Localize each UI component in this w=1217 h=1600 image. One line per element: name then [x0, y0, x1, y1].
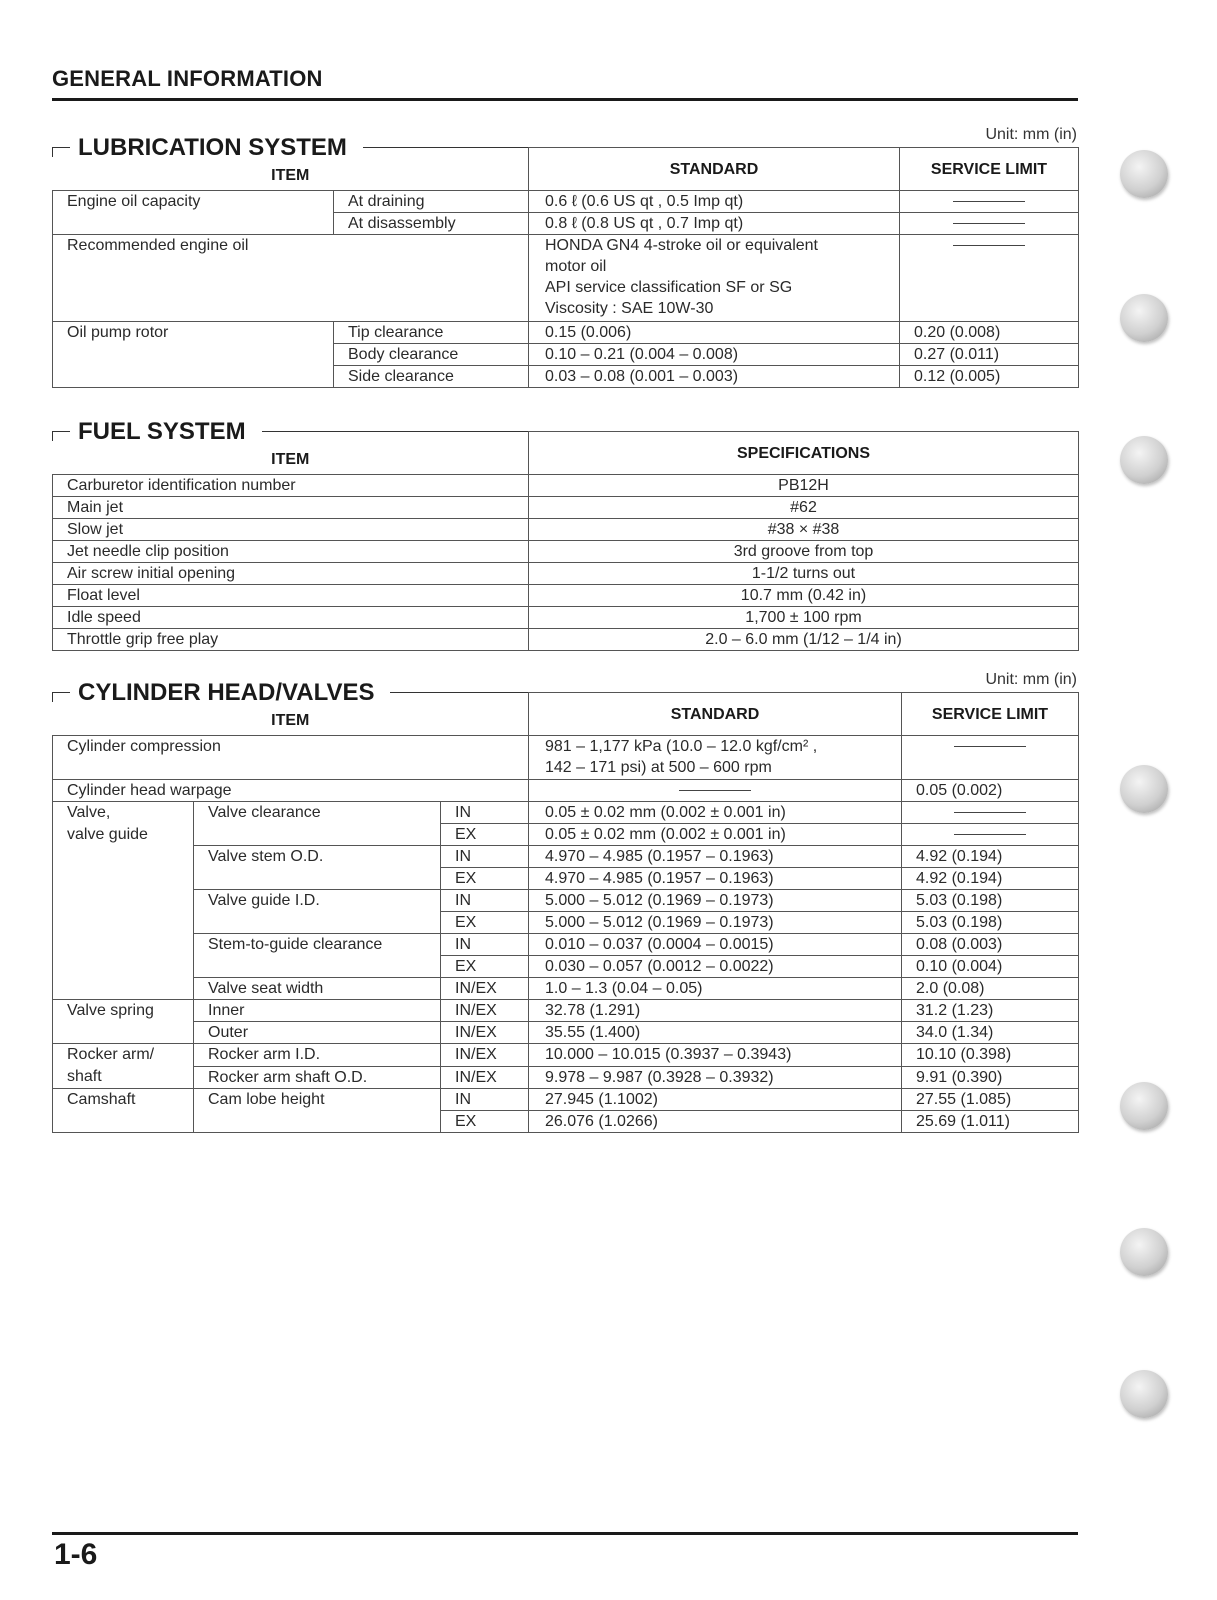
side: IN — [441, 890, 529, 912]
item-label: Carburetor identification number — [53, 475, 529, 497]
table-row — [53, 629, 1079, 651]
standard-value: 1.0 – 1.3 (0.04 – 0.05) — [529, 978, 902, 1000]
table-row — [53, 607, 1079, 629]
spec-value: 3rd groove from top — [529, 541, 1079, 563]
section-title-lubrication: LUBRICATION SYSTEM — [70, 135, 363, 161]
spec-value: 1-1/2 turns out — [529, 563, 1079, 585]
table-row — [53, 1089, 1079, 1111]
binder-hole — [1120, 765, 1168, 813]
col-header-service-limit: SERVICE LIMIT — [902, 693, 1079, 736]
item-label: Slow jet — [53, 519, 529, 541]
side: IN — [441, 934, 529, 956]
item-label: Camshaft — [53, 1089, 194, 1133]
binder-hole — [1120, 294, 1168, 342]
table-row — [53, 497, 1079, 519]
service-limit-value: 5.03 (0.198) — [902, 912, 1079, 934]
spec-value: 10.7 mm (0.42 in) — [529, 585, 1079, 607]
side: EX — [441, 824, 529, 846]
col-header-service-limit: SERVICE LIMIT — [900, 148, 1079, 191]
item-label — [53, 802, 194, 1000]
spec-value: 2.0 – 6.0 mm (1/12 – 1/4 in) — [529, 629, 1079, 651]
sub-item: At disassembly — [334, 213, 529, 235]
standard-value: 0.10 – 0.21 (0.004 – 0.008) — [529, 344, 900, 366]
compression-line: 142 – 171 psi) at 500 – 600 rpm — [545, 759, 772, 776]
table-row — [53, 934, 1079, 956]
sub-item: Cam lobe height — [194, 1089, 441, 1133]
spec-value: #38 × #38 — [529, 519, 1079, 541]
standard-value: 10.000 – 10.015 (0.3937 – 0.3943) — [529, 1044, 902, 1067]
item-label: Engine oil capacity — [53, 191, 334, 235]
standard-value: 27.945 (1.1002) — [529, 1089, 902, 1111]
standard-value: 9.978 – 9.987 (0.3928 – 0.3932) — [529, 1066, 902, 1089]
table-row — [53, 1022, 1079, 1044]
service-limit-none — [902, 824, 1079, 846]
sub-item: Side clearance — [334, 366, 529, 388]
item-label — [53, 1044, 194, 1089]
side: IN/EX — [441, 1044, 529, 1067]
binder-hole — [1120, 150, 1168, 198]
standard-value: 0.010 – 0.037 (0.0004 – 0.0015) — [529, 934, 902, 956]
table-row — [53, 1000, 1079, 1022]
spec-value: PB12H — [529, 475, 1079, 497]
footer-rule — [52, 1532, 1078, 1535]
service-limit-none — [902, 736, 1079, 780]
sub-item: Rocker arm I.D. — [194, 1044, 441, 1067]
sub-item: Outer — [194, 1022, 441, 1044]
spec-value: #62 — [529, 497, 1079, 519]
sub-item: Valve seat width — [194, 978, 441, 1000]
table-row — [53, 191, 1079, 213]
header-rule — [52, 98, 1078, 101]
service-limit-none — [900, 235, 1079, 322]
section-title-fuel: FUEL SYSTEM — [70, 419, 262, 445]
col-header-item: ITEM — [53, 693, 529, 736]
side: IN — [441, 846, 529, 868]
service-limit-none — [900, 213, 1079, 235]
table-row — [53, 585, 1079, 607]
standard-value: 0.05 ± 0.02 mm (0.002 ± 0.001 in) — [529, 802, 902, 824]
binder-hole — [1120, 1228, 1168, 1276]
col-header-standard: STANDARD — [529, 693, 902, 736]
service-limit-value: 0.10 (0.004) — [902, 956, 1079, 978]
rocker-line: shaft — [67, 1068, 102, 1085]
table-row — [53, 235, 1079, 322]
table-row — [53, 780, 1079, 802]
side: IN/EX — [441, 978, 529, 1000]
standard-value — [529, 736, 902, 780]
side: EX — [441, 912, 529, 934]
sub-item: Valve guide I.D. — [194, 890, 441, 934]
item-label: Throttle grip free play — [53, 629, 529, 651]
table-row — [53, 541, 1079, 563]
service-limit-value: 31.2 (1.23) — [902, 1000, 1079, 1022]
col-header-standard: STANDARD — [529, 148, 900, 191]
standard-value: 4.970 – 4.985 (0.1957 – 0.1963) — [529, 846, 902, 868]
side: EX — [441, 956, 529, 978]
col-header-item: ITEM — [53, 148, 529, 191]
table-row — [53, 563, 1079, 585]
standard-value: 0.03 – 0.08 (0.001 – 0.003) — [529, 366, 900, 388]
item-label: Idle speed — [53, 607, 529, 629]
sub-item: Rocker arm shaft O.D. — [194, 1066, 441, 1089]
side: IN/EX — [441, 1066, 529, 1089]
standard-value: 0.05 ± 0.02 mm (0.002 ± 0.001 in) — [529, 824, 902, 846]
sub-item: Stem-to-guide clearance — [194, 934, 441, 978]
service-limit-value: 2.0 (0.08) — [902, 978, 1079, 1000]
side: IN/EX — [441, 1000, 529, 1022]
fuel-table — [52, 431, 1079, 651]
item-label: Valve spring — [53, 1000, 194, 1044]
service-limit-value: 0.20 (0.008) — [900, 322, 1079, 344]
standard-value — [529, 235, 900, 322]
service-limit-value: 34.0 (1.34) — [902, 1022, 1079, 1044]
side: EX — [441, 1111, 529, 1133]
unit-label: Unit: mm (in) — [985, 126, 1077, 143]
sub-item: Body clearance — [334, 344, 529, 366]
table-row — [53, 736, 1079, 780]
table-row — [53, 890, 1079, 912]
standard-value: 26.076 (1.0266) — [529, 1111, 902, 1133]
table-row — [53, 978, 1079, 1000]
item-label: Recommended engine oil — [53, 235, 529, 322]
side: IN — [441, 1089, 529, 1111]
service-limit-value: 4.92 (0.194) — [902, 846, 1079, 868]
item-label: Cylinder compression — [53, 736, 529, 780]
item-label: Float level — [53, 585, 529, 607]
sub-item: Tip clearance — [334, 322, 529, 344]
table-row — [53, 322, 1079, 344]
side: IN — [441, 802, 529, 824]
table-row — [53, 1044, 1079, 1067]
standard-value: 5.000 – 5.012 (0.1969 – 0.1973) — [529, 912, 902, 934]
side: IN/EX — [441, 1022, 529, 1044]
service-limit-none — [902, 802, 1079, 824]
table-row — [53, 519, 1079, 541]
oil-line: Viscosity : SAE 10W-30 — [545, 300, 714, 317]
table-row — [53, 475, 1079, 497]
col-header-item: ITEM — [53, 432, 529, 475]
service-limit-value: 0.05 (0.002) — [902, 780, 1079, 802]
spec-value: 1,700 ± 100 rpm — [529, 607, 1079, 629]
valve-group-line: valve guide — [67, 826, 148, 843]
service-limit-value: 25.69 (1.011) — [902, 1111, 1079, 1133]
standard-value: 32.78 (1.291) — [529, 1000, 902, 1022]
service-limit-value: 10.10 (0.398) — [902, 1044, 1079, 1067]
oil-line: motor oil — [545, 258, 607, 275]
service-limit-value: 4.92 (0.194) — [902, 868, 1079, 890]
standard-none — [529, 780, 902, 802]
binder-hole — [1120, 1370, 1168, 1418]
standard-value: 35.55 (1.400) — [529, 1022, 902, 1044]
sub-item: At draining — [334, 191, 529, 213]
table-row — [53, 846, 1079, 868]
table-row — [53, 1066, 1079, 1089]
sub-item: Valve clearance — [194, 802, 441, 846]
item-label: Jet needle clip position — [53, 541, 529, 563]
side: EX — [441, 868, 529, 890]
item-label: Air screw initial opening — [53, 563, 529, 585]
lubrication-table — [52, 147, 1079, 388]
service-limit-none — [900, 191, 1079, 213]
standard-value: 0.6 ℓ (0.6 US qt , 0.5 Imp qt) — [529, 191, 900, 213]
binder-hole — [1120, 1082, 1168, 1130]
service-limit-value: 0.12 (0.005) — [900, 366, 1079, 388]
section-title-cylinder: CYLINDER HEAD/VALVES — [70, 680, 390, 706]
col-header-specifications: SPECIFICATIONS — [529, 432, 1079, 475]
table-row — [53, 802, 1079, 824]
standard-value: 0.030 – 0.057 (0.0012 – 0.0022) — [529, 956, 902, 978]
service-limit-value: 9.91 (0.390) — [902, 1066, 1079, 1089]
binder-hole — [1120, 436, 1168, 484]
unit-label: Unit: mm (in) — [985, 671, 1077, 688]
standard-value: 0.8 ℓ (0.8 US qt , 0.7 Imp qt) — [529, 213, 900, 235]
rocker-line: Rocker arm/ — [67, 1046, 155, 1063]
valve-group-line: Valve, — [67, 804, 111, 821]
compression-line: 981 – 1,177 kPa (10.0 – 12.0 kgf/cm² , — [545, 738, 818, 755]
sub-item: Valve stem O.D. — [194, 846, 441, 890]
page-number: 1-6 — [54, 1538, 98, 1571]
standard-value: 4.970 – 4.985 (0.1957 – 0.1963) — [529, 868, 902, 890]
service-limit-value: 0.27 (0.011) — [900, 344, 1079, 366]
cylinder-table — [52, 692, 1079, 1133]
item-label: Cylinder head warpage — [53, 780, 529, 802]
item-label: Oil pump rotor — [53, 322, 334, 388]
service-limit-value: 5.03 (0.198) — [902, 890, 1079, 912]
service-limit-value: 27.55 (1.085) — [902, 1089, 1079, 1111]
service-limit-value: 0.08 (0.003) — [902, 934, 1079, 956]
sub-item: Inner — [194, 1000, 441, 1022]
oil-line: API service classification SF or SG — [545, 279, 793, 296]
page-header-title: GENERAL INFORMATION — [52, 66, 323, 91]
standard-value: 5.000 – 5.012 (0.1969 – 0.1973) — [529, 890, 902, 912]
oil-line: HONDA GN4 4-stroke oil or equivalent — [545, 237, 818, 254]
item-label: Main jet — [53, 497, 529, 519]
standard-value: 0.15 (0.006) — [529, 322, 900, 344]
